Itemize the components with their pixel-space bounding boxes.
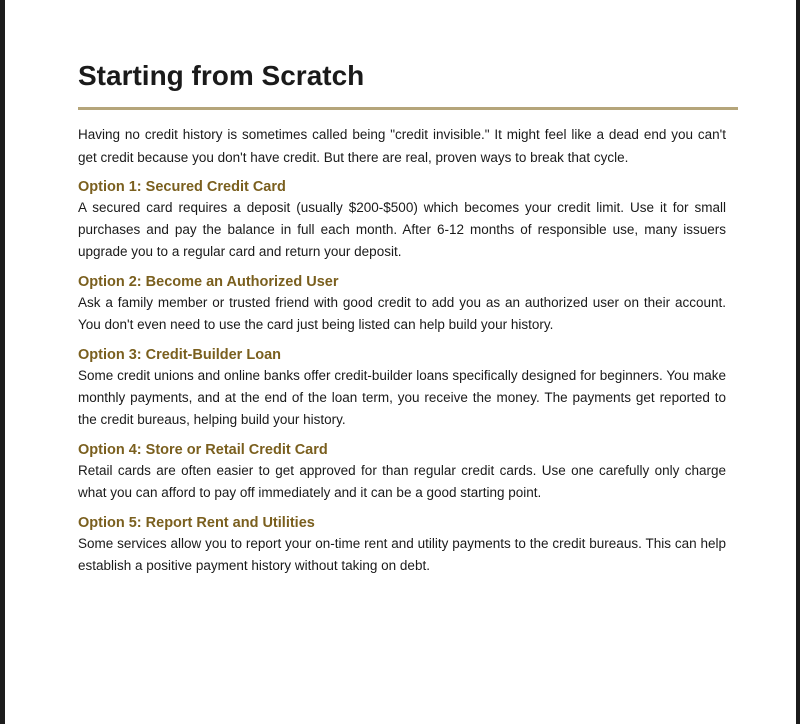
option-section (78, 273, 726, 336)
intro-paragraph: Having no credit history is sometimes called being "credit invisible." It might feel like a dead end you can't get credit because you don't have credit. But there are real, proven ways to break that cycle. (78, 127, 726, 165)
option-heading: Option 5: Report Rent and Utilities (78, 515, 315, 531)
option-heading: Option 2: Become an Authorized User (78, 274, 339, 290)
option-body: Ask a family member or trusted friend with good credit to add you as an authorized user on their account. You don't even need to use the card just being listed can help build your history. (78, 295, 726, 332)
option-body: Retail cards are often easier to get approved for than regular credit cards. Use one carefully only charge what you can afford to pay off immediately and it can be a good starting point. (78, 463, 726, 500)
option-heading: Option 4: Store or Retail Credit Card (78, 442, 328, 458)
page-edge-right (796, 0, 800, 724)
option-body: Some credit unions and online banks offer credit-builder loans specifically designed for beginners. You make monthly payments, and at the end of the loan term, you receive the money. The payments get reported to the credit bureaus, helping build your history. (78, 368, 726, 427)
option-section (78, 514, 726, 577)
option-section (78, 178, 726, 263)
option-section (78, 346, 726, 431)
option-body: Some services allow you to report your on-time rent and utility payments to the credit bureaus. This can help establish a positive payment history without taking on debt. (78, 536, 726, 573)
article-content (78, 55, 726, 587)
page-edge-left (0, 0, 5, 724)
option-section (78, 441, 726, 504)
option-heading: Option 1: Secured Credit Card (78, 179, 286, 195)
option-heading: Option 3: Credit-Builder Loan (78, 347, 281, 363)
title-divider (78, 107, 738, 110)
page-title: Starting from Scratch (78, 60, 365, 91)
option-body: A secured card requires a deposit (usually $200-$500) which becomes your credit limit. Use it for small purchases and pay the balance in full each month. After 6-12 months of responsible use, many issuers upgrade you to a regular card and return your deposit. (78, 200, 726, 259)
